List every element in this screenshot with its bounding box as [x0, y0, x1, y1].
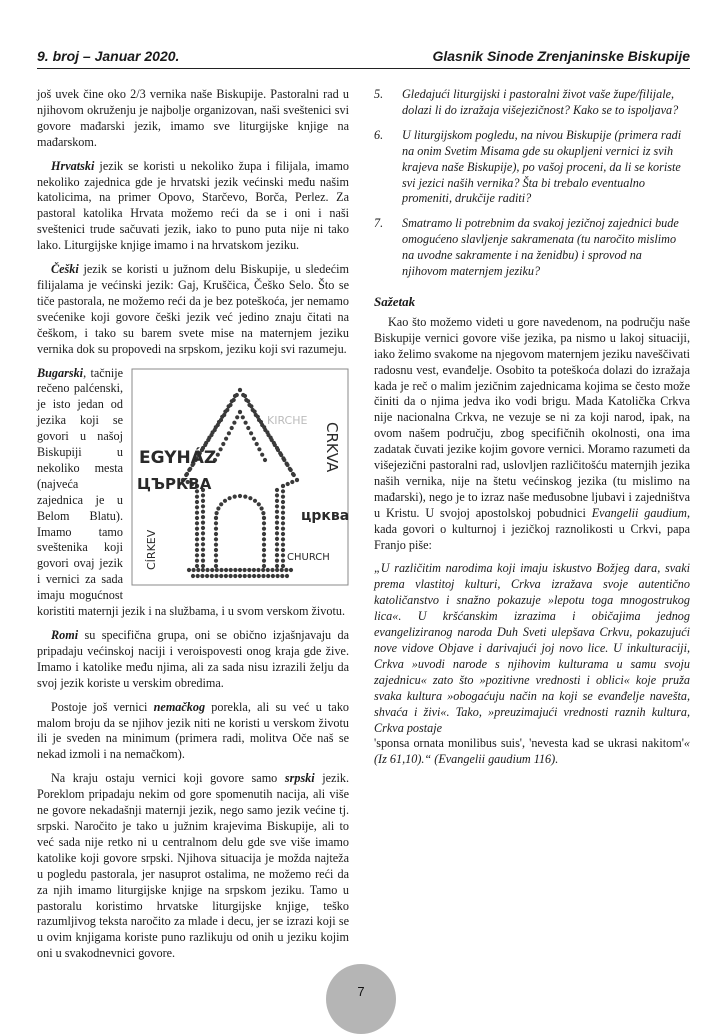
church-dot: [214, 526, 218, 530]
church-dot: [275, 547, 279, 551]
church-dot: [271, 573, 275, 577]
church-dot: [243, 567, 247, 571]
church-dot: [195, 515, 199, 519]
church-dot: [195, 542, 199, 546]
church-dot: [200, 573, 204, 577]
church-dot: [223, 498, 227, 502]
church-dot: [217, 419, 221, 423]
church-dot: [295, 477, 299, 481]
question-item: [374, 128, 690, 208]
paragraph-text: , kada govori o kulturnoj i jezičkoj raznolikosti u Crkvi, papa Franjo piše:: [374, 505, 690, 552]
paragraph-croatian: [37, 159, 349, 254]
church-dot: [281, 521, 285, 525]
church-dot: [281, 489, 285, 493]
church-dot: [195, 526, 199, 530]
church-dot: [219, 567, 223, 571]
church-dot: [195, 553, 199, 557]
church-dot: [210, 567, 214, 571]
church-dot: [252, 436, 256, 440]
church-dot: [260, 506, 264, 510]
church-dot: [223, 409, 227, 413]
church-dot: [278, 451, 282, 455]
paragraph-german: [37, 700, 349, 764]
church-dot: [201, 542, 205, 546]
quote-text: „U različitim narodima koji imaju iskustvo Božjeg dara, svaki prema vlastitoj kulturi, Crkva izražava svoje autentično katoličanstvo i snažno pokazuje »lepotu toga mnogostrukog lica«. U kršćanskim izrazima i običajima jednog evangeliziranog naroda Duh Sveti ulepšava Crkvu, pokazujući nove vidove Objave i darivajući joj novo lice. U inkulturaciji, Crkva »uvodi narode s njihovim kulturama u samu svoju zajednicu« zato što »pozitivne vrednosti i oblici« koje pruža svaka kultura »obogaćuju način na koji se evanđelje navešta, shvaća i živi«. Tako, »preuzimajući vrednosti raznih kultura, Crkva postaje: [374, 561, 690, 735]
church-dot: [281, 510, 285, 514]
question-number: 7.: [374, 216, 384, 231]
church-dot: [248, 496, 252, 500]
papal-quote: [374, 561, 690, 768]
church-dot: [214, 521, 218, 525]
church-dot: [201, 553, 205, 557]
church-dot: [281, 558, 285, 562]
church-dot: [261, 573, 265, 577]
church-dot: [214, 425, 218, 429]
church-dot: [275, 567, 279, 571]
church-dot: [266, 573, 270, 577]
paragraph-roma: [37, 628, 349, 692]
church-dot: [262, 425, 266, 429]
church-dot: [201, 547, 205, 551]
church-dot: [195, 510, 199, 514]
church-dot: [275, 542, 279, 546]
church-dot: [238, 409, 242, 413]
question-text: Gledajući liturgijski i pastoralni život vaše župe/filijale, dolazi li do izražaja višejezičnost? Kako se to ispoljava?: [402, 87, 679, 117]
page-header: [37, 48, 690, 69]
word-cyrillic-bg: ЦЪРКВА: [137, 474, 212, 493]
church-dot: [219, 447, 223, 451]
church-dot: [224, 567, 228, 571]
church-dot: [276, 573, 280, 577]
paragraph-text: jezik se koristi u nekoliko župa i filijala, imamo nekoliko zajednica gde je hrvatski jezik većinski među našim katolicima, na primer Opovo, Starčevo, Borča, Perlez. Za pastoral katolika Hrvata možemo reći da se i oni i naši sveštenici trude sačuvati jezik, iako to puno puta nije ni tako lako. Liturgijske knjige imamo i na hrvatskom jeziku.: [37, 158, 349, 253]
church-dot: [269, 435, 273, 439]
lang-serbian: srpski: [284, 771, 315, 786]
church-dot: [262, 526, 266, 530]
church-dot: [228, 496, 232, 500]
church-illustration-svg: [131, 368, 349, 586]
right-column: [374, 87, 690, 776]
church-dot: [216, 506, 220, 510]
church-dot: [241, 415, 245, 419]
church-dot: [195, 563, 199, 567]
church-dot: [281, 531, 285, 535]
church-dot: [233, 567, 237, 571]
church-dot: [232, 420, 236, 424]
word-kirche: KIRCHE: [267, 413, 308, 427]
church-dot: [195, 547, 199, 551]
church-dot: [205, 567, 209, 571]
church-dot: [281, 526, 285, 530]
church-dot: [224, 573, 228, 577]
church-dot: [214, 531, 218, 535]
left-column: [37, 87, 349, 970]
church-dot: [281, 456, 285, 460]
church-dot: [266, 567, 270, 571]
church-dot: [204, 440, 208, 444]
church-dot: [249, 431, 253, 435]
church-dot: [262, 531, 266, 535]
church-dot: [281, 499, 285, 503]
church-dot: [265, 430, 269, 434]
lang-croatian: Hrvatski: [51, 158, 95, 173]
church-dot: [229, 573, 233, 577]
church-dot: [214, 537, 218, 541]
church-dot: [285, 573, 289, 577]
church-dot: [280, 573, 284, 577]
document-title: Evangelii gaudium: [591, 505, 687, 520]
quote-latin: 'sponsa ornata monilibus suis', 'nevesta kad se ukrasi nakitom': [374, 736, 684, 751]
church-dot: [288, 466, 292, 470]
church-dot: [227, 404, 231, 408]
paragraph-text: jezik se koristi u južnom delu Biskupije, u sledećim filijalama je većinski jezik: Gaj, Kruščica, Češko Selo. Što se tiče pastorala, ne možemo reći da je bez poteškoća, jer nemamo svećenike koji govore češki jezik već jedino znaju čitati na češkom, i tako su barem svete mise na maternjem jeziku vernika dok su propovedi na srpskom, jeziku koji svi razumeju.: [37, 262, 349, 356]
church-dot: [262, 521, 266, 525]
church-dot: [275, 498, 279, 502]
church-dot: [201, 509, 205, 513]
church-dot: [275, 520, 279, 524]
church-dot: [214, 553, 218, 557]
question-number: 6.: [374, 127, 384, 142]
church-dot: [281, 563, 285, 567]
church-dot: [256, 567, 260, 571]
church-dot: [233, 573, 237, 577]
church-dot: [214, 515, 218, 519]
church-dot: [235, 415, 239, 419]
church-dot: [275, 558, 279, 562]
church-dot: [260, 452, 264, 456]
church-dot: [281, 553, 285, 557]
church-dot: [196, 573, 200, 577]
church-dot: [262, 553, 266, 557]
church-dot: [238, 493, 242, 497]
word-cyrillic-sr: црква: [301, 507, 349, 524]
church-dot: [262, 542, 266, 546]
church-dot: [275, 493, 279, 497]
church-dot: [262, 558, 266, 562]
section-heading-summary: Sažetak: [374, 293, 416, 309]
church-dot: [284, 567, 288, 571]
church-dot: [219, 573, 223, 577]
church-dot: [219, 502, 223, 506]
church-dot: [275, 531, 279, 535]
word-cirkev: CÍRKEV: [145, 529, 158, 570]
church-dot: [187, 567, 191, 571]
church-dot: [262, 563, 266, 567]
church-dot: [195, 494, 199, 498]
church-dot: [238, 387, 242, 391]
church-dot: [195, 505, 199, 509]
church-dot: [261, 567, 265, 571]
church-dot: [244, 420, 248, 424]
church-dot: [201, 531, 205, 535]
word-egyhaz: EGYHÁZ: [139, 447, 217, 468]
church-dot: [201, 536, 205, 540]
church-dot: [201, 525, 205, 529]
paragraph-hungarian: još uvek čine oko 2/3 vernika naše Biskupije. Pastoralni rad u njihovom okruženju je najbolje organizovan, naši sveštenici svi govore mađarski jezik, imamo sve liturgijske knjige na mađarskom.: [37, 87, 349, 149]
church-dot: [275, 504, 279, 508]
church-dot: [243, 494, 247, 498]
church-dot: [275, 509, 279, 513]
church-dot: [210, 573, 214, 577]
church-dot: [201, 558, 205, 562]
church-dot: [249, 404, 253, 408]
paragraph-text: Na kraju ostaju vernici koji govore samo: [51, 771, 285, 786]
church-dot: [191, 573, 195, 577]
church-dot: [253, 409, 257, 413]
paragraph-text: Postoje još vernici: [51, 699, 154, 714]
church-dot: [286, 481, 290, 485]
church-dot: [201, 515, 205, 519]
languages-illustration: [131, 368, 349, 586]
church-dot: [281, 537, 285, 541]
church-dot: [247, 573, 251, 577]
church-dot: [262, 537, 266, 541]
question-number: 5.: [374, 87, 384, 101]
church-dot: [275, 445, 279, 449]
church-dot: [221, 441, 225, 445]
church-dot: [195, 531, 199, 535]
publication-title: Glasnik Sinode Zrenjaninske Biskupije: [432, 48, 690, 64]
church-dot: [280, 567, 284, 571]
church-dot: [270, 567, 274, 571]
church-dot: [281, 505, 285, 509]
church-dot: [205, 573, 209, 577]
church-dot: [281, 547, 285, 551]
paragraph-serbian: [37, 771, 349, 962]
church-dot: [201, 493, 205, 497]
church-dot: [195, 558, 199, 562]
paragraph-text: porekla, ali su već u tako malom broju da se njihov jezik niti ne koristi u verskom životu ili je sveden na minimum (primera radi, molitva Oče naš se nekad izmoli i na nemačkom).: [37, 699, 350, 762]
church-dot: [257, 502, 261, 506]
church-dot: [229, 567, 233, 571]
church-dot: [252, 567, 256, 571]
church-dot: [275, 525, 279, 529]
word-crkva: CRKVA: [323, 421, 341, 472]
lang-czech: Češki: [51, 262, 79, 277]
church-dot: [230, 425, 234, 429]
church-dot: [281, 483, 285, 487]
church-dot: [275, 536, 279, 540]
question-text: U liturgijskom pogledu, na nivou Biskupije (primera radi na onim Svetim Misama gde su okupljeni vernici iz svih krajeva naše Biskupije), po vašoj proceni, da li se koriste svi jezici naših vernika? Šta bi trebalo eventualno promeniti, drukčije raditi?: [402, 127, 682, 206]
question-item: [374, 216, 690, 280]
church-dot: [192, 567, 196, 571]
church-dot: [275, 487, 279, 491]
church-dot: [214, 547, 218, 551]
church-dot: [246, 399, 250, 403]
church-dot: [243, 393, 247, 397]
church-dot: [275, 553, 279, 557]
word-church: CHURCH: [287, 551, 330, 563]
paragraph-text: jezik. Poreklom pripadaju nekim od gore spomenutih nacija, ali više ne govore nekadašnji maternji jezik, nego samo jezik većine tj. srpski. Naročito je tako u južnim krajevima Biskupije, ali to već sada nije retko ni u centralnom delu gde sve više imamo katolike koji govore srpski. Njihova situacija je možda najteža u pogledu pastorala, jer nasuprot ostalima, ne možemo reći da za njih imamo liturgijske knjige na srpskom jeziku. Tamo u pastoralu koristimo hrvatske liturgijske knjige, teško razumljivog teksta naročito za mlade i decu, jer se izrazi koji se u ovim knjigama koriste puno razlikuju od onih u jeziku kojim oni u svakodnevnici govore.: [37, 771, 349, 961]
church-dot: [257, 573, 261, 577]
church-dot: [215, 511, 219, 515]
church-dot: [238, 573, 242, 577]
paragraph-text: su specifična grupa, oni se obično izjašnjavaju da pripadaju većinskoj naciji i veroispovesti onog kraja gde žive. Imamo i katolike među njima, ali za sada nisu izrazili želju da svoj jezik koriste u verskim obredima.: [37, 628, 349, 690]
church-dot: [201, 504, 205, 508]
church-dot: [201, 567, 205, 571]
paragraph-summary: [374, 315, 690, 554]
church-dot: [290, 479, 294, 483]
question-text: Smatramo li potrebnim da svakoj jezičnoj zajednici bude omogućeno slavljenje sakramenata (tu naročito mislimo na uvodne sakramente i na ženidbu) i sprovod na njihovom maternjem jeziku?: [402, 216, 679, 279]
church-dot: [201, 563, 205, 567]
church-dot: [233, 494, 237, 498]
church-dot: [201, 520, 205, 524]
church-dot: [256, 414, 260, 418]
church-dot: [285, 461, 289, 465]
church-dot: [262, 547, 266, 551]
church-dot: [281, 542, 285, 546]
lang-german: nemačkog: [153, 699, 206, 714]
church-dot: [195, 537, 199, 541]
church-dot: [247, 567, 251, 571]
church-dot: [291, 471, 295, 475]
page-number: 7: [357, 984, 365, 999]
church-dot: [201, 498, 205, 502]
church-dot: [227, 431, 231, 435]
church-dot: [195, 499, 199, 503]
paragraph-text: , tačnije rečeno palćenski, je isto jedan od jezika koji se govori u našoj Biskupiji u nekoliko mesta (najveća zajednica je u Belom Blatu). Imamo tamo sveštenika koji govori ovaj jezik i vernici za sada imaju mogućnost koristiti maternji jezik i na službama, i u svom verskom životu.: [37, 365, 346, 619]
church-dot: [195, 521, 199, 525]
church-dot: [220, 414, 224, 418]
church-dot: [214, 558, 218, 562]
church-dot: [246, 425, 250, 429]
paragraph-text: Kao što možemo videti u gore navedenom, na području naše Biskupije vernici govore više jezika, pa nismo u lakoj situaciji, iako želimo svakome na njegovom maternjem jeziku naveščivati radosnu vest, evanđelje. Osobito ta poteškoća dolazi do izražaja kada je reč o malim jezičnim zajednicama kojima se često može činiti da o njima jedva iko vodi brigu. Mada Katolička Crkva nije nacionalna Crkva, ne vezuje se ni za koji narod, ipak, na ovom našem području, zbog specifičnih okolnosti, ona ima zadatak čuvati jezike kojim govore vernici. Moramo razumeti da višejezični pastoralni rad, uslovljen različitošću maternjih jezika naših vernika, nije na štetu većinskog jezika (tu mislimo na mađarski), nego je to izraz naše međusobne ljubavi i zajedništva u Kristu. U svojoj apostolskoj pobudnici: [374, 314, 690, 520]
church-dot: [216, 452, 220, 456]
church-dot: [275, 563, 279, 567]
church-dot: [215, 567, 219, 571]
question-item: [374, 87, 690, 119]
church-dot: [233, 393, 237, 397]
church-dot: [252, 573, 256, 577]
church-dot: [253, 498, 257, 502]
issue-label: 9. broj – Januar 2020.: [37, 48, 180, 64]
church-dot: [281, 515, 285, 519]
church-dot: [224, 436, 228, 440]
church-dot: [214, 573, 218, 577]
church-dot: [243, 573, 247, 577]
church-dot: [230, 399, 234, 403]
church-dot: [263, 457, 267, 461]
church-dot: [289, 567, 293, 571]
quote-citation: « (Iz 61,10).“ (Evangelii gaudium 116).: [374, 736, 690, 767]
church-dot: [211, 430, 215, 434]
church-dot: [281, 494, 285, 498]
church-dot: [262, 515, 266, 519]
church-dot: [259, 419, 263, 423]
lang-bulgarian: Bugarski: [37, 365, 84, 380]
church-dot: [272, 440, 276, 444]
church-dot: [207, 435, 211, 439]
church-dot: [214, 542, 218, 546]
church-dot: [196, 567, 200, 571]
church-dot: [255, 441, 259, 445]
lang-roma: Romi: [51, 628, 79, 642]
church-dot: [238, 567, 242, 571]
question-list: [374, 87, 690, 280]
church-dot: [261, 511, 265, 515]
church-dot: [257, 447, 261, 451]
paragraph-czech: [37, 262, 349, 357]
church-dot: [214, 563, 218, 567]
church-dot: [275, 515, 279, 519]
